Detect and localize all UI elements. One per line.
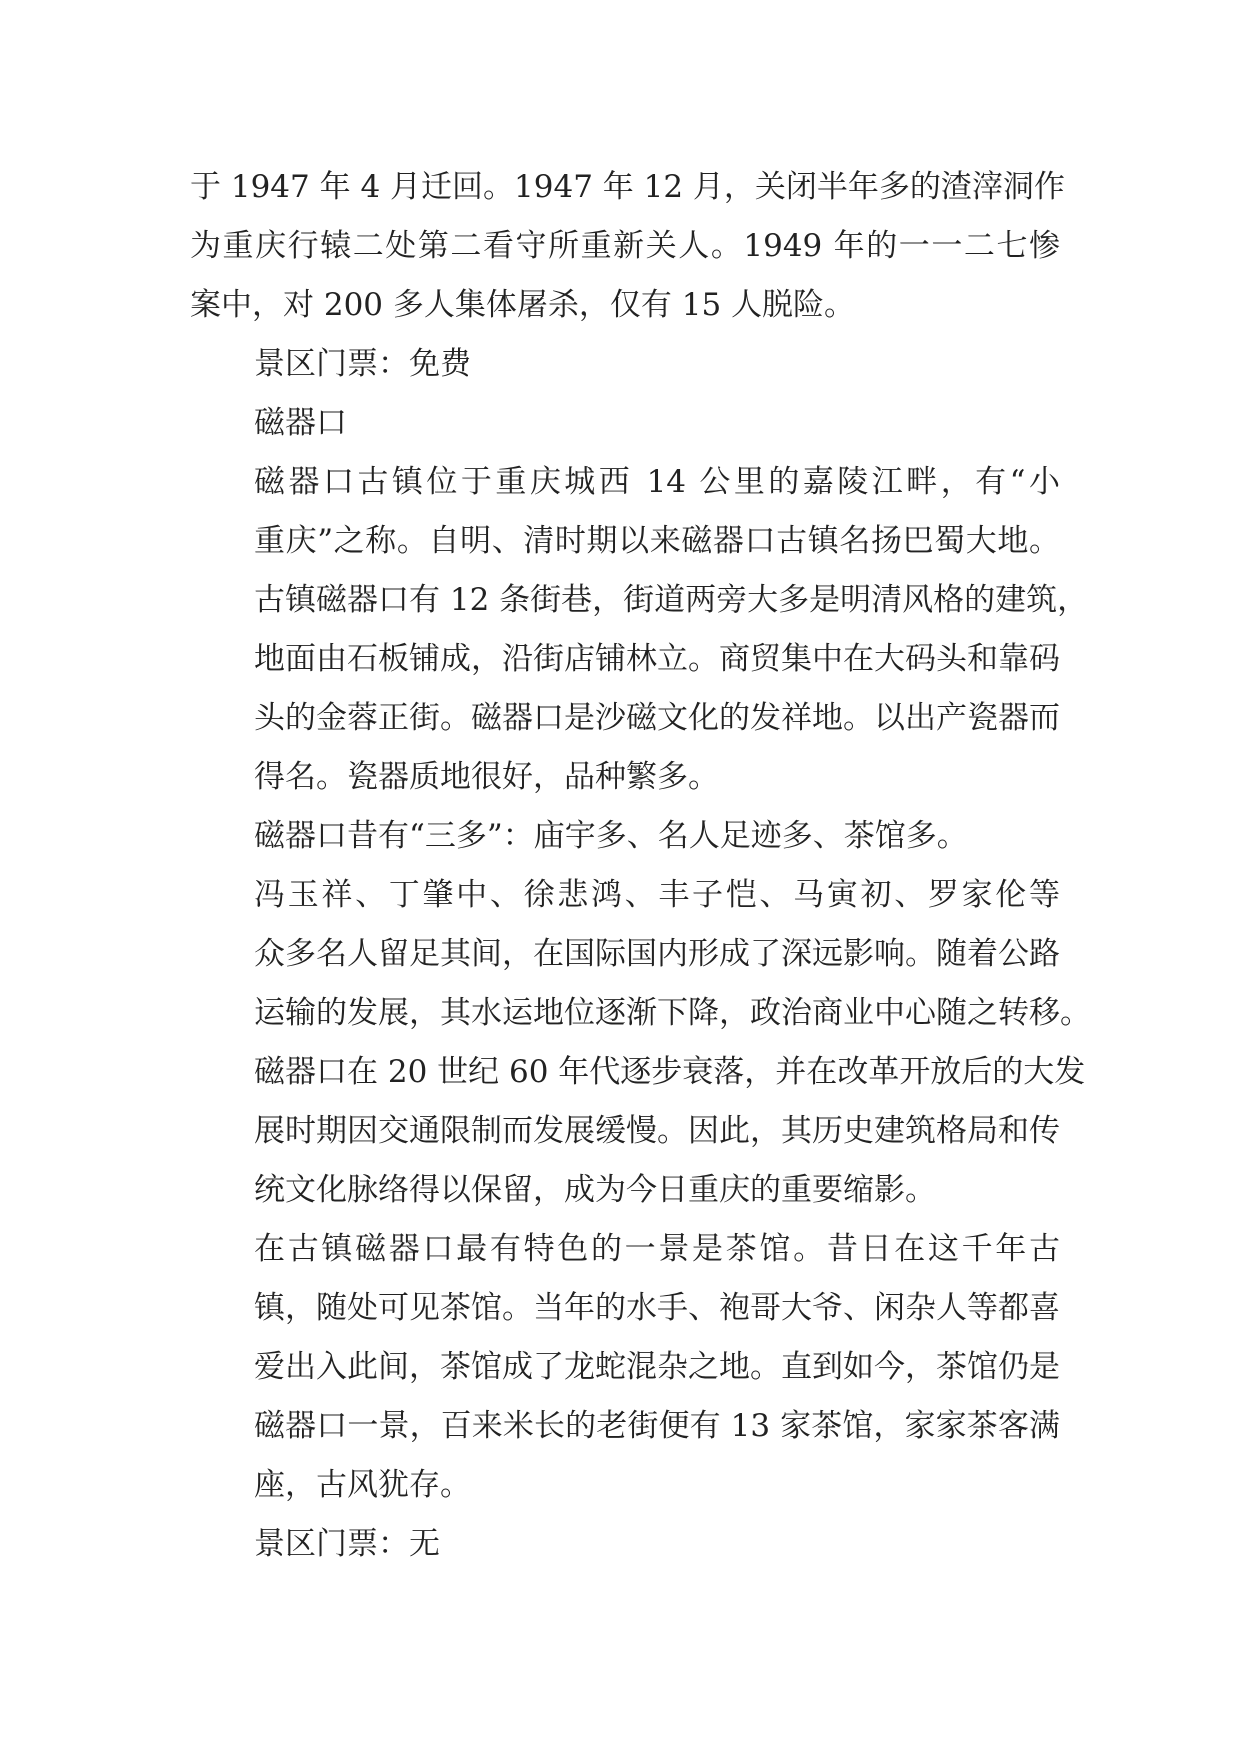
paragraph-ciqikou-intro: [190, 453, 1089, 807]
paragraph-ticket-free: [190, 335, 1060, 394]
text-line: 重庆”之称。自明、清时期以来磁器口古镇名扬巴蜀大地。: [254, 523, 1060, 559]
text-line: 展时期因交通限制而发展缓慢。因此，其历史建筑格局和传: [254, 1113, 1060, 1149]
section-heading-ciqikou: [190, 394, 1060, 453]
text-line: 案中，对 200 多人集体屠杀，仅有 15 人脱险。: [190, 287, 856, 323]
text-line: 众多名人留足其间，在国际国内形成了深远影响。随着公路: [254, 936, 1060, 972]
text-line: 磁器口昔有“三多”：庙宇多、名人足迹多、茶馆多。: [254, 818, 968, 854]
text-line: 于 1947 年 4 月迁回。1947 年 12 月，关闭半年多的渣滓洞作: [190, 169, 1065, 205]
text-line: 镇，随处可见茶馆。当年的水手、袍哥大爷、闲杂人等都喜: [254, 1290, 1060, 1326]
paragraph-famous-people: [190, 866, 1091, 1220]
text-line: 磁器口古镇位于重庆城西 14 公里的嘉陵江畔，有“小: [254, 464, 1060, 500]
text-line: 得名。瓷器质地很好，品种繁多。: [254, 759, 719, 795]
ticket-info: 景区门票：免费: [254, 346, 471, 382]
paragraph-three-many: [190, 807, 1060, 866]
paragraph-teahouses: [190, 1220, 1060, 1515]
text-line: 古镇磁器口有 12 条街巷，街道两旁大多是明清风格的建筑，: [254, 582, 1089, 618]
text-line: 运输的发展，其水运地位逐渐下降，政治商业中心随之转移。: [254, 995, 1091, 1031]
document-page: [190, 158, 1091, 1574]
text-line: 头的金蓉正街。磁器口是沙磁文化的发祥地。以出产瓷器而: [254, 700, 1060, 736]
paragraph-zhazidong-history: [190, 158, 1065, 335]
ticket-info: 景区门票：无: [254, 1526, 440, 1562]
text-line: 磁器口一景，百来米长的老街便有 13 家茶馆，家家茶客满: [254, 1408, 1060, 1444]
text-line: 统文化脉络得以保留，成为今日重庆的重要缩影。: [254, 1172, 936, 1208]
text-line: 为重庆行辕二处第二看守所重新关人。1949 年的一一二七惨: [190, 228, 1060, 264]
text-line: 地面由石板铺成，沿街店铺林立。商贸集中在大码头和靠码: [254, 641, 1060, 677]
text-line: 爱出入此间，茶馆成了龙蛇混杂之地。直到如今，茶馆仍是: [254, 1349, 1060, 1385]
paragraph-ticket-none: [190, 1515, 1060, 1574]
text-line: 座，古风犹存。: [254, 1467, 471, 1503]
text-line: 在古镇磁器口最有特色的一景是茶馆。昔日在这千年古: [254, 1231, 1060, 1267]
text-line: 冯玉祥、丁肇中、徐悲鸿、丰子恺、马寅初、罗家伦等: [254, 877, 1060, 913]
text-line: 磁器口在 20 世纪 60 年代逐步衰落，并在改革开放后的大发: [254, 1054, 1086, 1090]
section-heading: 磁器口: [254, 405, 347, 441]
